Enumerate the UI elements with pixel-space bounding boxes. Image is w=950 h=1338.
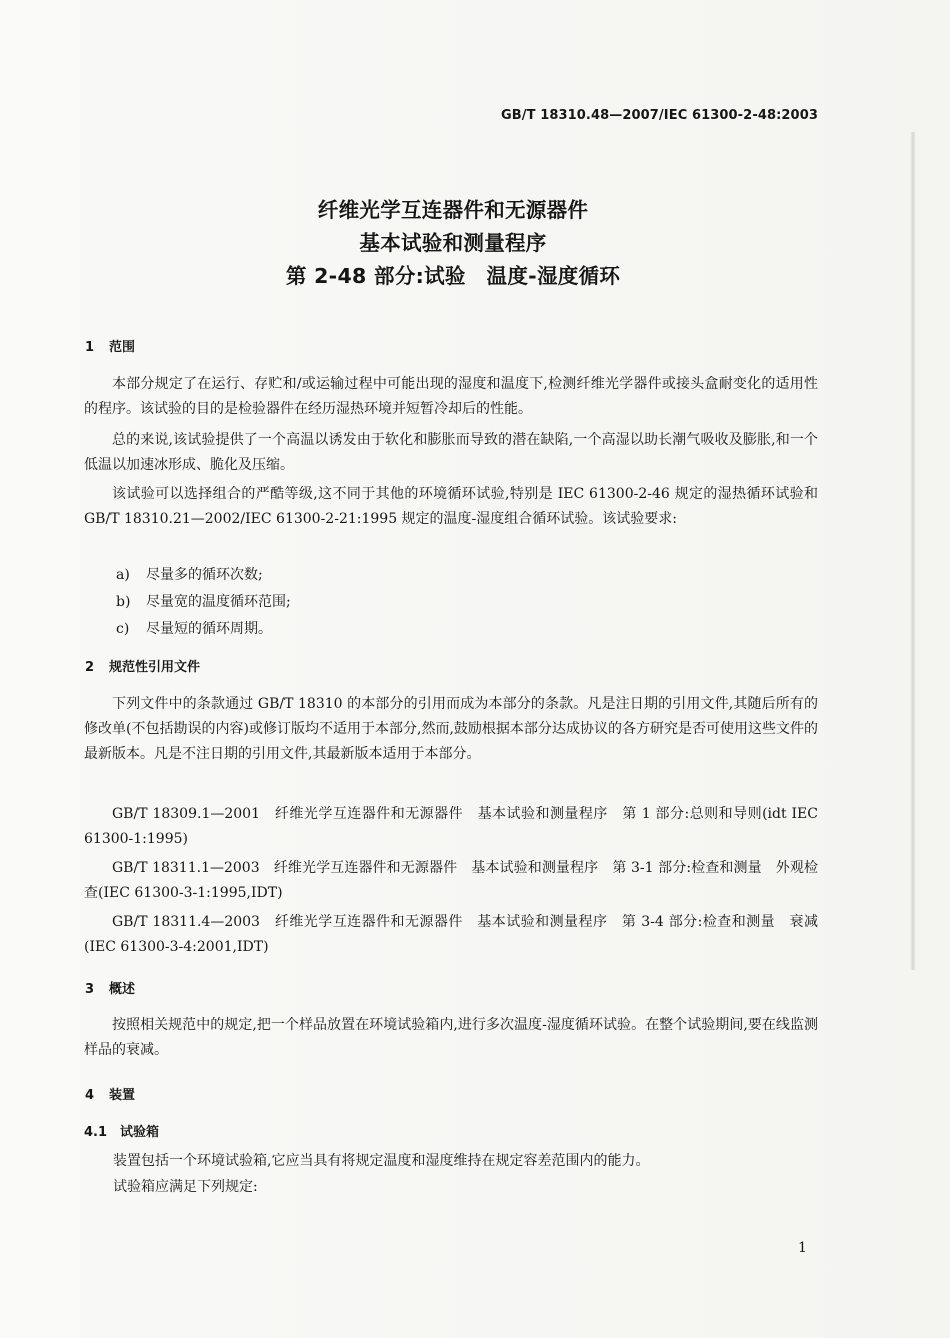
section-1-number: 1	[85, 340, 95, 355]
section-2-heading	[85, 656, 200, 675]
reference-2: GB/T 18311.1—2003 纤维光学互连器件和无源器件 基本试验和测量程序 第 3-1 部分:检查和测量 外观检查(IEC 61300-3-1:1995,IDT)	[84, 860, 818, 901]
title-line-1: 纤维光学互连器件和无源器件	[317, 198, 589, 222]
page-number: 1	[798, 1240, 807, 1256]
section-1-paragraph-3: 该试验可以选择组合的严酷等级,这不同于其他的环境循环试验,特别是 IEC 61300-2-46 规定的湿热循环试验和 GB/T 18310.21—2002/IEC 61300-2-21:1995 规定的温度-湿度组合循环试验。该试验要求:	[84, 486, 818, 527]
section-4-title: 装置	[109, 1088, 136, 1103]
subsection-4-1-line-1: 装置包括一个环境试验箱,它应当具有将规定温度和湿度维持在规定容差范围内的能力。	[113, 1153, 650, 1169]
subsection-4-1-number: 4.1	[84, 1125, 108, 1140]
list-item	[116, 618, 272, 638]
section-1-paragraph-2: 总的来说,该试验提供了一个高温以诱发由于软化和膨胀而导致的潜在缺陷,一个高湿以助长潮气吸收及膨胀,和一个低温以加速冰形成、脆化及压缩。	[84, 432, 818, 473]
list-text: 尽量宽的温度循环范围;	[146, 594, 291, 610]
section-1-heading	[85, 336, 135, 355]
list-marker: c)	[116, 621, 130, 637]
section-3-number: 3	[85, 982, 95, 997]
list-marker: b)	[116, 594, 131, 610]
list-item	[116, 591, 291, 611]
reference-1: GB/T 18309.1—2001 纤维光学互连器件和无源器件 基本试验和测量程序 第 1 部分:总则和导则(idt IEC 61300-1:1995)	[84, 806, 818, 847]
title-line-2: 基本试验和测量程序	[359, 231, 547, 255]
standard-header: GB/T 18310.48—2007/IEC 61300-2-48:2003	[500, 108, 818, 123]
section-3-heading	[85, 978, 135, 997]
section-4-heading	[85, 1084, 135, 1103]
title-line-3: 第 2-48 部分:试验 温度-湿度循环	[285, 264, 621, 288]
section-2-paragraph-1: 下列文件中的条款通过 GB/T 18310 的本部分的引用而成为本部分的条款。凡是注日期的引用文件,其随后所有的修改单(不包括勘误的内容)或修订版均不适用于本部分,然而,鼓励根据本部分达成协议的各方研究是否可使用这些文件的最新版本。凡是不注日期的引用文件,其最新版本适用于本部分。	[84, 696, 818, 762]
section-3-paragraph-1: 按照相关规范中的规定,把一个样品放置在环境试验箱内,进行多次温度-湿度循环试验。在整个试验期间,要在线监测样品的衰减。	[84, 1017, 818, 1058]
section-1-title: 范围	[109, 340, 136, 355]
subsection-4-1-heading	[84, 1121, 159, 1140]
list-marker: a)	[116, 567, 130, 583]
list-text: 尽量短的循环周期。	[146, 621, 272, 637]
page-edge-shadow	[910, 132, 916, 970]
subsection-4-1-title: 试验箱	[120, 1125, 160, 1140]
section-2-title: 规范性引用文件	[109, 660, 201, 675]
section-4-number: 4	[85, 1088, 95, 1103]
section-3-title: 概述	[109, 982, 136, 997]
section-2-number: 2	[85, 660, 95, 675]
subsection-4-1-line-2: 试验箱应满足下列规定:	[113, 1179, 258, 1195]
list-text: 尽量多的循环次数;	[146, 567, 263, 583]
reference-3: GB/T 18311.4—2003 纤维光学互连器件和无源器件 基本试验和测量程序 第 3-4 部分:检查和测量 衰减(IEC 61300-3-4:2001,IDT)	[84, 914, 818, 955]
list-item	[116, 564, 263, 584]
section-1-paragraph-1: 本部分规定了在运行、存贮和/或运输过程中可能出现的湿度和温度下,检测纤维光学器件或接头盒耐变化的适用性的程序。该试验的目的是检验器件在经历湿热环境并短暂冷却后的性能。	[84, 376, 818, 417]
